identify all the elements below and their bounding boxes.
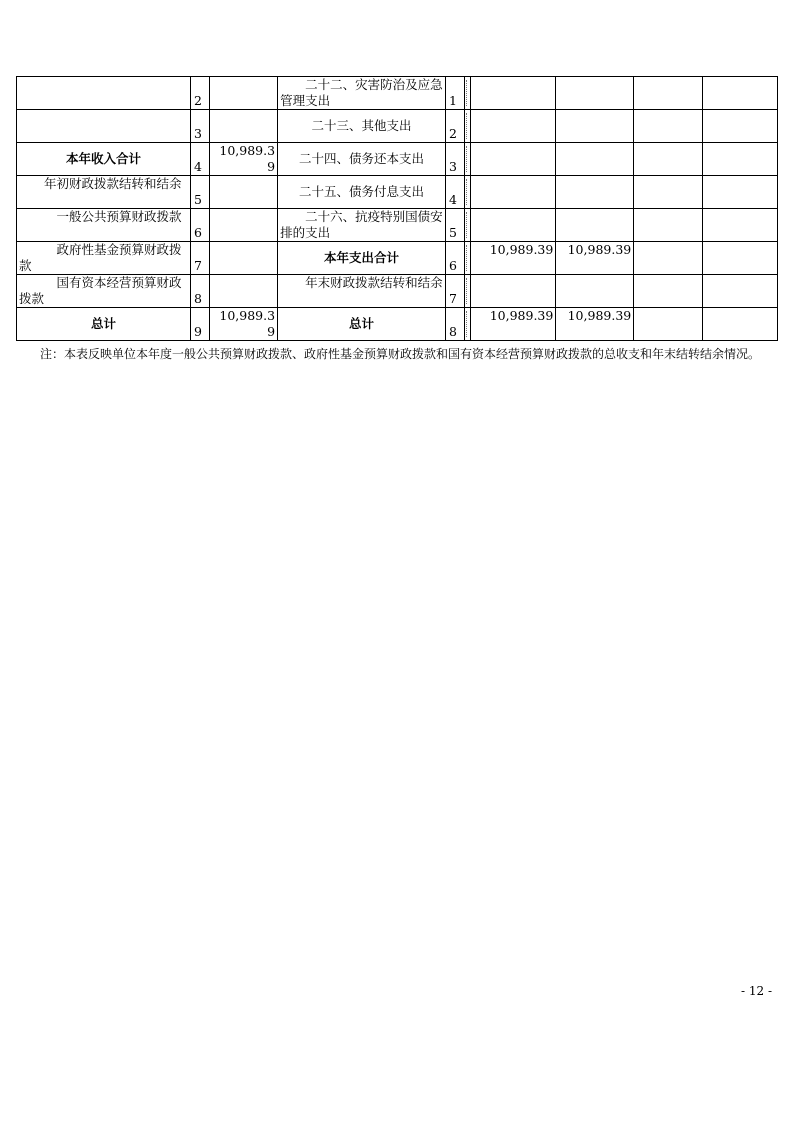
- expense-total-cell: [471, 176, 556, 209]
- expense-total-cell: [471, 110, 556, 143]
- narrow-column-cell: [465, 176, 471, 209]
- state-capital-cell: [703, 176, 778, 209]
- expense-label-cell: 总计: [278, 308, 446, 341]
- state-capital-cell: [703, 143, 778, 176]
- expense-total-cell: [471, 275, 556, 308]
- income-amount-cell: [210, 242, 278, 275]
- narrow-column-cell: [465, 209, 471, 242]
- income-amount-cell: [210, 110, 278, 143]
- income-label-cell: [17, 110, 191, 143]
- income-amount-cell: [210, 176, 278, 209]
- expense-total-cell: [471, 209, 556, 242]
- income-row-number: 8: [191, 275, 210, 308]
- state-capital-cell: [703, 242, 778, 275]
- income-amount-cell: 10,989.39: [210, 308, 278, 341]
- income-label-cell: 政府性基金预算财政拨款: [17, 242, 191, 275]
- general-budget-cell: [556, 209, 634, 242]
- expense-row-number: 1: [446, 77, 465, 110]
- expense-label-cell: 二十五、债务付息支出: [278, 176, 446, 209]
- income-label-cell: 年初财政拨款结转和结余: [17, 176, 191, 209]
- general-budget-cell: [556, 275, 634, 308]
- expense-label-cell: 二十六、抗疫特别国债安排的支出: [278, 209, 446, 242]
- income-label-cell: 国有资本经营预算财政拨款: [17, 275, 191, 308]
- expense-label-cell: 年末财政拨款结转和结余: [278, 275, 446, 308]
- income-amount-cell: [210, 209, 278, 242]
- expense-total-cell: 10,989.39: [471, 242, 556, 275]
- narrow-column-cell: [465, 242, 471, 275]
- expense-total-cell: 10,989.39: [471, 308, 556, 341]
- table-row: [17, 242, 778, 275]
- general-budget-cell: [556, 77, 634, 110]
- gov-fund-cell: [634, 77, 703, 110]
- income-row-number: 9: [191, 308, 210, 341]
- table-row: [17, 308, 778, 341]
- gov-fund-cell: [634, 110, 703, 143]
- expense-row-number: 2: [446, 110, 465, 143]
- income-label-cell: 总计: [17, 308, 191, 341]
- gov-fund-cell: [634, 242, 703, 275]
- table-row: [17, 209, 778, 242]
- expense-row-number: 6: [446, 242, 465, 275]
- state-capital-cell: [703, 308, 778, 341]
- income-row-number: 2: [191, 77, 210, 110]
- state-capital-cell: [703, 275, 778, 308]
- state-capital-cell: [703, 110, 778, 143]
- general-budget-cell: [556, 110, 634, 143]
- income-label-cell: 一般公共预算财政拨款: [17, 209, 191, 242]
- table-row: [17, 143, 778, 176]
- narrow-column-cell: [465, 77, 471, 110]
- gov-fund-cell: [634, 275, 703, 308]
- income-row-number: 3: [191, 110, 210, 143]
- income-row-number: 7: [191, 242, 210, 275]
- income-amount-cell: 10,989.39: [210, 143, 278, 176]
- general-budget-cell: 10,989.39: [556, 308, 634, 341]
- expense-total-cell: [471, 77, 556, 110]
- table-row: [17, 176, 778, 209]
- narrow-column-cell: [465, 143, 471, 176]
- table-row: [17, 77, 778, 110]
- gov-fund-cell: [634, 176, 703, 209]
- expense-label-cell: 二十二、灾害防治及应急管理支出: [278, 77, 446, 110]
- income-row-number: 4: [191, 143, 210, 176]
- narrow-column-cell: [465, 110, 471, 143]
- income-label-cell: 本年收入合计: [17, 143, 191, 176]
- expense-row-number: 8: [446, 308, 465, 341]
- income-amount-cell: [210, 77, 278, 110]
- expense-total-cell: [471, 143, 556, 176]
- gov-fund-cell: [634, 308, 703, 341]
- table-row: [17, 275, 778, 308]
- state-capital-cell: [703, 209, 778, 242]
- expense-label-cell: 二十四、债务还本支出: [278, 143, 446, 176]
- gov-fund-cell: [634, 209, 703, 242]
- expense-label-cell: 本年支出合计: [278, 242, 446, 275]
- income-row-number: 6: [191, 209, 210, 242]
- expense-row-number: 5: [446, 209, 465, 242]
- expense-row-number: 4: [446, 176, 465, 209]
- income-label-cell: [17, 77, 191, 110]
- general-budget-cell: 10,989.39: [556, 242, 634, 275]
- state-capital-cell: [703, 77, 778, 110]
- narrow-column-cell: [465, 275, 471, 308]
- gov-fund-cell: [634, 143, 703, 176]
- table-footnote: 注：本表反映单位本年度一般公共预算财政拨款、政府性基金预算财政拨款和国有资本经营预算财政拨款的总收支和年末结转结余情况。: [40, 347, 761, 361]
- general-budget-cell: [556, 176, 634, 209]
- expense-row-number: 3: [446, 143, 465, 176]
- general-budget-cell: [556, 143, 634, 176]
- income-row-number: 5: [191, 176, 210, 209]
- expense-label-cell: 二十三、其他支出: [278, 110, 446, 143]
- table-row: [17, 110, 778, 143]
- fiscal-budget-table: [16, 76, 778, 341]
- income-amount-cell: [210, 275, 278, 308]
- narrow-column-cell: [465, 308, 471, 341]
- expense-row-number: 7: [446, 275, 465, 308]
- page-number: - 12 -: [740, 984, 772, 998]
